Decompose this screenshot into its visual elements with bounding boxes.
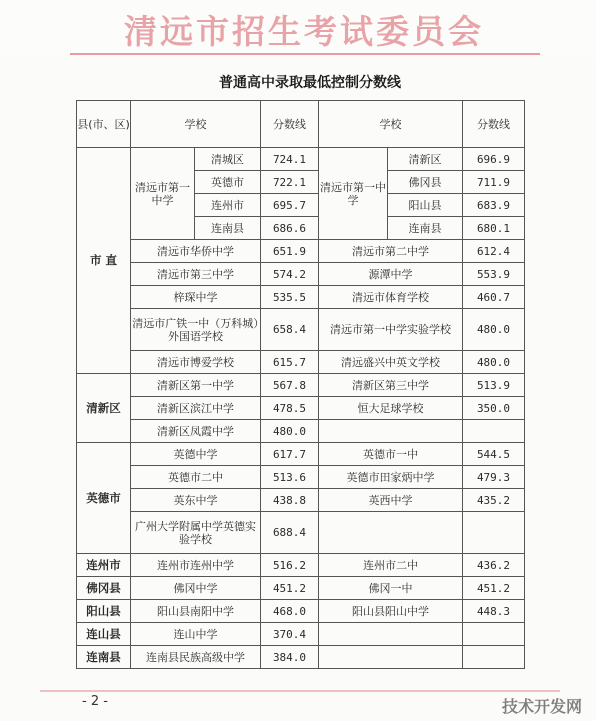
score-cell: 615.7 [261, 351, 319, 374]
table-row [77, 577, 525, 600]
score-cell: 370.4 [261, 623, 319, 646]
table-row [77, 623, 525, 646]
score-cell: 480.0 [463, 309, 525, 351]
footer-divider [40, 690, 560, 692]
table-row [77, 397, 525, 420]
score-cell [463, 646, 525, 669]
table-header-row [77, 101, 525, 148]
school-cell: 广州大学附属中学英德实验学校 [131, 512, 261, 554]
table-row [77, 148, 525, 171]
school-cell: 清新区第一中学 [131, 374, 261, 397]
score-cell: 612.4 [463, 240, 525, 263]
score-cell: 516.2 [261, 554, 319, 577]
score-cell: 574.2 [261, 263, 319, 286]
score-cell: 479.3 [463, 466, 525, 489]
school-cell [319, 420, 463, 443]
table-row [77, 489, 525, 512]
score-cell: 451.2 [261, 577, 319, 600]
school-cell: 连山中学 [131, 623, 261, 646]
score-cell: 535.5 [261, 286, 319, 309]
table-row [77, 263, 525, 286]
school-cell: 佛冈中学 [131, 577, 261, 600]
score-cell: 651.9 [261, 240, 319, 263]
table-row [77, 420, 525, 443]
score-cell: 480.0 [261, 420, 319, 443]
score-cell: 438.8 [261, 489, 319, 512]
school-cell: 源潭中学 [319, 263, 463, 286]
campus-cell: 佛冈县 [388, 171, 463, 194]
table-row [77, 646, 525, 669]
school-cell: 阳山县南阳中学 [131, 600, 261, 623]
campus-cell: 连州市 [195, 194, 261, 217]
county-cell: 英德市 [77, 443, 131, 554]
school-cell: 连南县民族高级中学 [131, 646, 261, 669]
score-cell: 350.0 [463, 397, 525, 420]
campus-cell: 连南县 [388, 217, 463, 240]
score-cell [463, 512, 525, 554]
campus-cell: 清城区 [195, 148, 261, 171]
table-row [77, 286, 525, 309]
school-cell: 连州市连州中学 [131, 554, 261, 577]
header-county: 县(市、区) [77, 101, 131, 148]
school-cell [319, 623, 463, 646]
school-cell: 清远市第二中学 [319, 240, 463, 263]
school-cell: 清远市第三中学 [131, 263, 261, 286]
school-cell: 清远市华侨中学 [131, 240, 261, 263]
score-cell: 480.0 [463, 351, 525, 374]
school-cell [319, 646, 463, 669]
site-watermark: 技术开发网 [501, 697, 582, 716]
school-cell: 恒大足球学校 [319, 397, 463, 420]
school-cell: 清远市博爱学校 [131, 351, 261, 374]
score-cell: 688.4 [261, 512, 319, 554]
school-cell [319, 512, 463, 554]
score-cell: 722.1 [261, 171, 319, 194]
school-cell: 英德中学 [131, 443, 261, 466]
score-cell: 478.5 [261, 397, 319, 420]
school-cell: 阳山县阳山中学 [319, 600, 463, 623]
school-cell: 英西中学 [319, 489, 463, 512]
school-cell: 梓琛中学 [131, 286, 261, 309]
score-cell: 468.0 [261, 600, 319, 623]
campus-cell: 英德市 [195, 171, 261, 194]
table-row [77, 443, 525, 466]
score-cell: 686.6 [261, 217, 319, 240]
table-row [77, 351, 525, 374]
campus-cell: 连南县 [195, 217, 261, 240]
school-cell: 清新区凤霞中学 [131, 420, 261, 443]
campus-cell: 阳山县 [388, 194, 463, 217]
header-school-2: 学校 [319, 101, 463, 148]
score-cell: 436.2 [463, 554, 525, 577]
score-cell: 448.3 [463, 600, 525, 623]
county-cell: 清新区 [77, 374, 131, 443]
table-row [77, 466, 525, 489]
county-cell: 连州市 [77, 554, 131, 577]
score-cell: 451.2 [463, 577, 525, 600]
school-name-cell: 清远市第一中学 [319, 148, 388, 240]
score-cell: 435.2 [463, 489, 525, 512]
table-row [77, 554, 525, 577]
school-cell: 清远市广铁一中（万科城）外国语学校 [131, 309, 261, 351]
table-row [77, 600, 525, 623]
campus-cell: 清新区 [388, 148, 463, 171]
score-cell: 683.9 [463, 194, 525, 217]
county-cell: 佛冈县 [77, 577, 131, 600]
school-cell: 清新区滨江中学 [131, 397, 261, 420]
school-cell: 英德市田家炳中学 [319, 466, 463, 489]
score-table [76, 100, 525, 669]
score-cell: 544.5 [463, 443, 525, 466]
header-score-2: 分数线 [463, 101, 525, 148]
score-cell: 658.4 [261, 309, 319, 351]
table-row [77, 309, 525, 351]
score-cell: 513.6 [261, 466, 319, 489]
school-cell: 佛冈一中 [319, 577, 463, 600]
school-cell: 连州市二中 [319, 554, 463, 577]
table-row [77, 374, 525, 397]
score-cell: 680.1 [463, 217, 525, 240]
document-title: 普通高中录取最低控制分数线 [219, 75, 401, 91]
county-cell: 连南县 [77, 646, 131, 669]
score-cell: 513.9 [463, 374, 525, 397]
score-cell: 553.9 [463, 263, 525, 286]
score-cell: 711.9 [463, 171, 525, 194]
school-name-cell: 清远市第一中学 [131, 148, 195, 240]
header-score: 分数线 [261, 101, 319, 148]
school-cell: 英东中学 [131, 489, 261, 512]
score-cell [463, 420, 525, 443]
table-row [77, 240, 525, 263]
county-cell: 连山县 [77, 623, 131, 646]
school-cell: 英德市一中 [319, 443, 463, 466]
letterhead-divider [70, 53, 540, 55]
score-cell: 384.0 [261, 646, 319, 669]
county-cell: 阳山县 [77, 600, 131, 623]
score-cell: 617.7 [261, 443, 319, 466]
school-cell: 英德市二中 [131, 466, 261, 489]
table-row [77, 512, 525, 554]
score-cell: 696.9 [463, 148, 525, 171]
school-cell: 清远市体育学校 [319, 286, 463, 309]
letterhead-org-name: 清远市招生考试委员会 [124, 12, 484, 51]
header-school: 学校 [131, 101, 261, 148]
page-number: - 2 - [82, 694, 108, 709]
school-cell: 清远盛兴中英文学校 [319, 351, 463, 374]
score-cell: 460.7 [463, 286, 525, 309]
school-cell: 清新区第三中学 [319, 374, 463, 397]
school-cell: 清远市第一中学实验学校 [319, 309, 463, 351]
county-cell: 市 直 [77, 148, 131, 374]
score-cell: 695.7 [261, 194, 319, 217]
score-cell: 724.1 [261, 148, 319, 171]
score-cell [463, 623, 525, 646]
score-cell: 567.8 [261, 374, 319, 397]
